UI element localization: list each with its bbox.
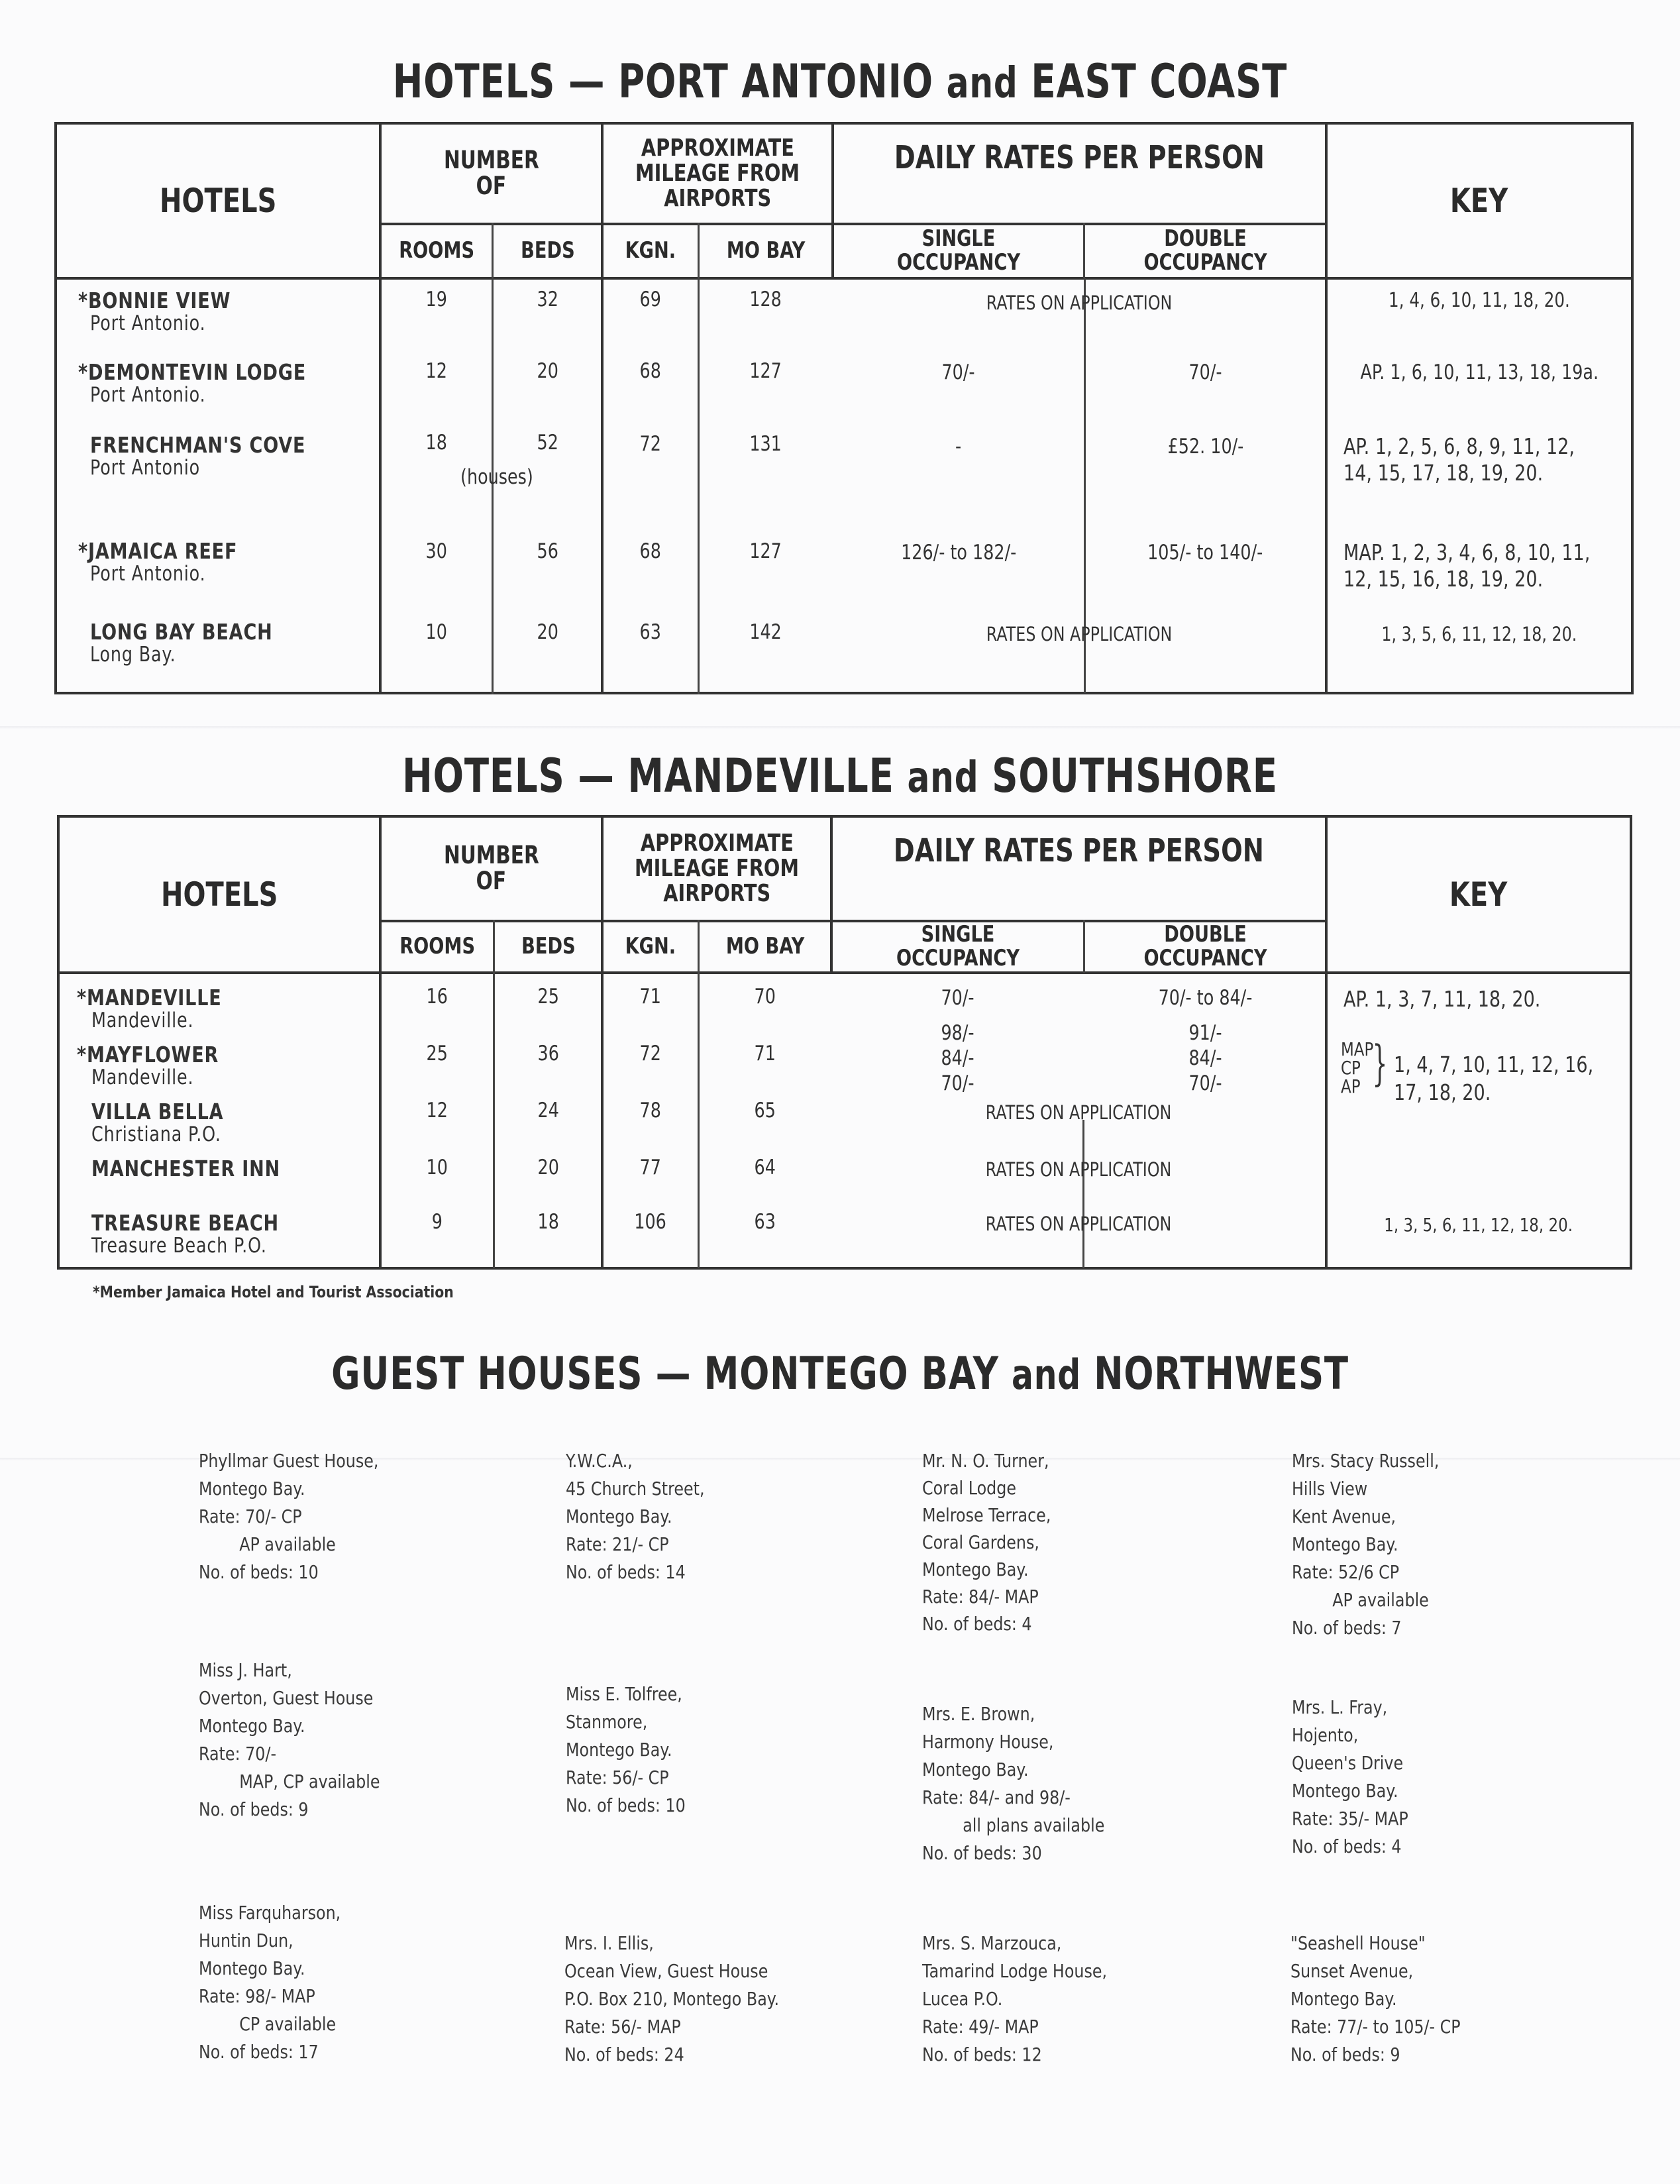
- header-mileage: APPROXIMATE MILEAGE FROM AIRPORTS: [635, 135, 800, 212]
- rooms-value: 12: [425, 359, 448, 383]
- mobay-value: 65: [754, 1099, 776, 1122]
- double-rate: 105/- to 140/-: [1147, 541, 1263, 565]
- header-hotels: HOTELS: [160, 875, 278, 914]
- hotel-location: Treasure Beach P.O.: [91, 1234, 267, 1258]
- hotel-name: FRENCHMAN'S COVE: [90, 432, 306, 458]
- mobay-value: 142: [749, 620, 782, 644]
- section-title-mandeville: HOTELS — MANDEVILLE and SOUTHSHORE: [402, 749, 1278, 803]
- double-rate-list: 91/- 84/- 70/-: [1188, 1021, 1222, 1095]
- single-rate: 70/-: [941, 360, 976, 384]
- beds-value: 18: [537, 1210, 559, 1234]
- section-title-port-antonio: HOTELS — PORT ANTONIO and EAST COAST: [392, 54, 1288, 109]
- beds-value: 20: [537, 359, 558, 383]
- hotel-name: *MANDEVILLE: [77, 985, 222, 1010]
- single-rate: 70/-: [941, 986, 975, 1010]
- beds-value: 56: [537, 539, 558, 563]
- key-value: 1, 3, 5, 6, 11, 12, 18, 20.: [1381, 623, 1577, 645]
- rooms-value: 30: [425, 539, 448, 563]
- header-daily-rates: DAILY RATES PER PERSON: [894, 138, 1265, 176]
- single-rate: 126/- to 182/-: [900, 541, 1017, 565]
- kgn-value: 68: [639, 359, 662, 383]
- guest-house-entry: Y.W.C.A., 45 Church Street, Montego Bay. Rate: 21/- CP No. of beds: 14: [566, 1450, 705, 1583]
- key-value: AP. 1, 3, 7, 11, 18, 20.: [1343, 986, 1541, 1012]
- beds-value: 32: [537, 288, 558, 311]
- hotel-location: Mandeville.: [91, 1065, 194, 1089]
- hotel-location: Port Antonio: [90, 456, 201, 480]
- mobay-value: 64: [754, 1156, 776, 1179]
- header-kgn: KGN.: [625, 237, 676, 264]
- paper-fold: [0, 726, 1680, 729]
- hotel-name: *BONNIE VIEW: [78, 288, 231, 313]
- rooms-value: 16: [426, 985, 448, 1009]
- beds-value: 20: [537, 620, 558, 644]
- header-rooms: ROOMS: [399, 933, 475, 960]
- header-mobay: MO BAY: [726, 237, 806, 264]
- single-rate: -: [955, 435, 962, 459]
- guest-house-entry: Phyllmar Guest House, Montego Bay. Rate: 70/- CP AP available No. of beds: 10: [199, 1450, 379, 1583]
- rooms-value: 25: [426, 1042, 448, 1065]
- brace-icon: }: [1372, 1035, 1388, 1091]
- key-value: 1, 4, 7, 10, 11, 12, 16, 17, 18, 20.: [1394, 1052, 1594, 1105]
- rooms-value: 19: [425, 288, 448, 311]
- kgn-value: 77: [639, 1156, 662, 1179]
- guest-house-entry: Miss Farquharson, Huntin Dun, Montego Bay. Rate: 98/- MAP CP available No. of beds: 17: [199, 1902, 341, 2063]
- beds-value: 20: [537, 1156, 559, 1179]
- hotel-location: Long Bay.: [90, 643, 176, 667]
- guest-house-entry: Mrs. E. Brown, Harmony House, Montego Bay. Rate: 84/- and 98/- all plans available No. of beds: 30: [922, 1703, 1105, 1864]
- guest-house-entry: Mrs. S. Marzouca, Tamarind Lodge House, Lucea P.O. Rate: 49/- MAP No. of beds: 12: [922, 1932, 1108, 2065]
- rooms-value: 9: [431, 1210, 443, 1234]
- beds-value: 52: [537, 431, 558, 455]
- header-mobay: MO BAY: [725, 933, 805, 960]
- section-title-guest-houses: GUEST HOUSES — MONTEGO BAY and NORTHWEST: [331, 1348, 1349, 1400]
- mobay-value: 63: [754, 1210, 776, 1234]
- rates-on-application: RATES ON APPLICATION: [986, 1213, 1172, 1235]
- mobay-value: 71: [754, 1042, 776, 1065]
- header-beds: BEDS: [520, 237, 575, 264]
- kgn-value: 72: [639, 432, 662, 456]
- key-value: AP. 1, 6, 10, 11, 13, 18, 19a.: [1360, 360, 1599, 384]
- guest-house-entry: Mr. N. O. Turner, Coral Lodge Melrose Terrace, Coral Gardens, Montego Bay. Rate: 84/- MAP No. of beds: 4: [922, 1450, 1051, 1635]
- guest-house-entry: Mrs. Stacy Russell, Hills View Kent Avenue, Montego Bay. Rate: 52/6 CP AP available No. of beds: 7: [1292, 1450, 1440, 1639]
- header-rooms: ROOMS: [399, 237, 474, 264]
- hotel-location: Mandeville.: [91, 1009, 194, 1032]
- hotel-name: *MAYFLOWER: [77, 1042, 219, 1067]
- beds-note: (houses): [460, 465, 533, 489]
- rooms-value: 12: [426, 1099, 448, 1122]
- header-mileage: APPROXIMATE MILEAGE FROM AIRPORTS: [634, 830, 800, 907]
- mobay-value: 70: [754, 985, 776, 1009]
- header-key: KEY: [1450, 181, 1508, 220]
- rooms-value: 10: [426, 1156, 448, 1179]
- guest-house-entry: Miss J. Hart, Overton, Guest House Montego Bay. Rate: 70/- MAP, CP available No. of beds: 9: [199, 1659, 380, 1820]
- single-rate-list: 98/- 84/- 70/-: [941, 1021, 975, 1095]
- beds-value: 24: [537, 1099, 559, 1122]
- hotel-location: Port Antonio.: [90, 311, 206, 335]
- key-value: 1, 3, 5, 6, 11, 12, 18, 20.: [1384, 1214, 1573, 1236]
- rates-on-application: RATES ON APPLICATION: [986, 292, 1173, 314]
- rooms-value: 18: [425, 431, 448, 455]
- guest-house-entry: Mrs. I. Ellis, Ocean View, Guest House P.O. Box 210, Montego Bay. Rate: 56/- MAP No. of beds: 24: [564, 1932, 780, 2065]
- hotel-name: *DEMONTEVIN LODGE: [78, 359, 307, 385]
- header-kgn: KGN.: [625, 933, 676, 960]
- key-value: 1, 4, 6, 10, 11, 18, 20.: [1389, 289, 1570, 312]
- key-plans: MAP CP AP: [1341, 1038, 1374, 1097]
- kgn-value: 78: [639, 1099, 662, 1122]
- hotel-name: *JAMAICA REEF: [78, 538, 238, 564]
- header-hotels: HOTELS: [159, 181, 277, 220]
- hotel-name: TREASURE BEACH: [91, 1210, 279, 1236]
- header-number-of: NUMBER OF: [443, 841, 539, 895]
- hotel-name: LONG BAY BEACH: [90, 619, 273, 645]
- double-rate: £52. 10/-: [1167, 435, 1243, 459]
- guest-house-entry: Miss E. Tolfree, Stanmore, Montego Bay. Rate: 56/- CP No. of beds: 10: [566, 1683, 686, 1816]
- rates-on-application: RATES ON APPLICATION: [986, 623, 1173, 645]
- mobay-value: 128: [749, 288, 782, 311]
- double-rate: 70/-: [1188, 360, 1222, 384]
- beds-value: 36: [537, 1042, 559, 1065]
- hotel-location: Port Antonio.: [90, 562, 206, 586]
- mobay-value: 131: [749, 432, 782, 456]
- kgn-value: 72: [639, 1042, 662, 1065]
- header-double: DOUBLE OCCUPANCY: [1143, 921, 1267, 971]
- kgn-value: 63: [639, 620, 662, 644]
- mobay-value: 127: [749, 359, 782, 383]
- guest-house-entry: Mrs. L. Fray, Hojento, Queen's Drive Montego Bay. Rate: 35/- MAP No. of beds: 4: [1292, 1696, 1408, 1857]
- kgn-value: 71: [639, 985, 662, 1009]
- header-daily-rates: DAILY RATES PER PERSON: [894, 832, 1264, 869]
- header-key: KEY: [1449, 875, 1508, 914]
- header-single: SINGLE OCCUPANCY: [896, 921, 1020, 971]
- rates-on-application: RATES ON APPLICATION: [986, 1101, 1172, 1124]
- rooms-value: 10: [425, 620, 448, 644]
- key-value: AP. 1, 2, 5, 6, 8, 9, 11, 12, 14, 15, 17, 18, 19, 20.: [1343, 433, 1575, 486]
- header-number-of: NUMBER OF: [443, 146, 539, 200]
- beds-value: 25: [537, 985, 559, 1009]
- header-single: SINGLE OCCUPANCY: [896, 225, 1021, 276]
- hotel-name: MANCHESTER INN: [91, 1156, 281, 1181]
- double-rate: 70/- to 84/-: [1158, 986, 1253, 1010]
- kgn-value: 68: [639, 539, 662, 563]
- key-value: MAP. 1, 2, 3, 4, 6, 8, 10, 11, 12, 15, 16, 18, 19, 20.: [1343, 539, 1591, 592]
- rates-on-application: RATES ON APPLICATION: [986, 1158, 1172, 1181]
- hotel-name: VILLA BELLA: [91, 1099, 224, 1124]
- member-footnote: *Member Jamaica Hotel and Tourist Association: [93, 1283, 454, 1301]
- header-double: DOUBLE OCCUPANCY: [1143, 225, 1267, 276]
- mobay-value: 127: [749, 539, 782, 563]
- kgn-value: 106: [634, 1210, 667, 1234]
- guest-house-entry: "Seashell House" Sunset Avenue, Montego Bay. Rate: 77/- to 105/- CP No. of beds: 9: [1290, 1932, 1461, 2065]
- header-beds: BEDS: [521, 933, 576, 960]
- hotel-location: Christiana P.O.: [91, 1122, 221, 1146]
- hotel-location: Port Antonio.: [90, 383, 206, 407]
- kgn-value: 69: [639, 288, 662, 311]
